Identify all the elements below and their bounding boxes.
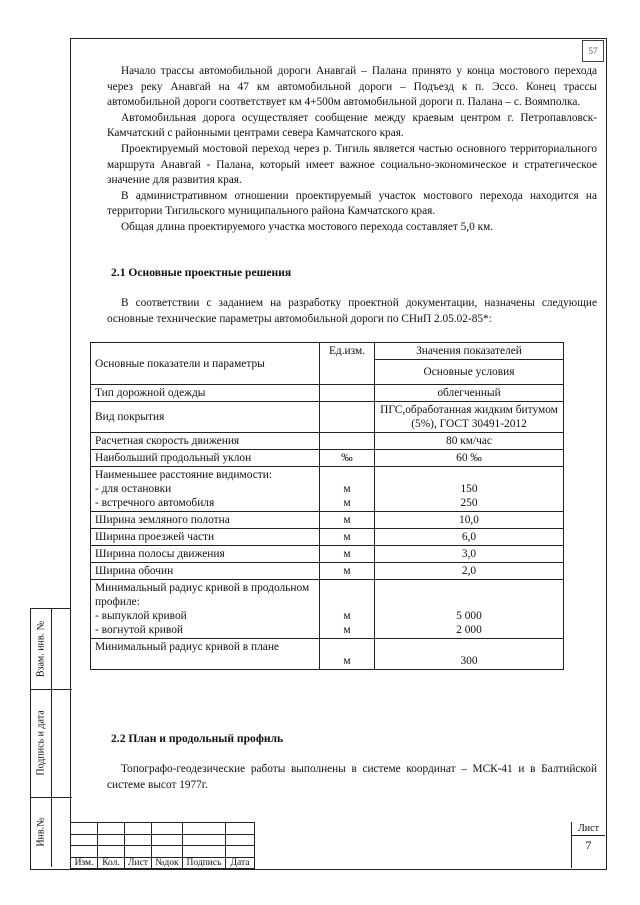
paragraph: Общая длина проектируемого участка мостового перехода составляет 5,0 км. xyxy=(121,220,494,233)
side-cell-inv: Инв.№ xyxy=(35,817,47,847)
table-row: Наибольший продольный уклон ‰ 60 ‰ xyxy=(91,450,564,467)
table-row: Ширина проезжей части м 6,0 xyxy=(91,529,564,546)
title-block-grid: Изм. Кол. Лист №док Подпись Дата xyxy=(70,822,255,869)
section-heading-2-2: 2.2 План и продольный профиль xyxy=(111,732,284,745)
paragraph: Автомобильная дорога осуществляет сообщение между краевым центром г. Петропавловск-Камчатский с районными центрами севера Камчатского края. xyxy=(107,111,597,140)
paragraph: Проектируемый мостовой переход через р. Тигиль является частью основного территориального маршрута Анавгай - Палана, который имеет важное социально-экономическое и стратегическое значение для развития края. xyxy=(107,142,597,187)
table-row: Наименьшее расстояние видимости: - для остановки - встречного автомобиля м м 150 250 xyxy=(91,467,564,512)
table-header-values: Значения показателей xyxy=(375,343,564,360)
table-row: Минимальный радиус кривой в плане м 300 xyxy=(91,639,564,670)
paragraph: Топографо-геодезические работы выполнены в системе координат – МСК-41 и в Балтийской системе высот 1977г. xyxy=(107,763,597,791)
paragraph: Начало трассы автомобильной дороги Анавгай – Палана принято у конца мостового перехода через реку Анавгай на 47 км автомобильной дороги – Подъезд к п. Эссо. Конец трассы автомобильной дороги соответствует км 4+500м автомобильной дороги п. Палана – с. Воямполка. xyxy=(107,65,597,109)
document-body xyxy=(107,64,597,236)
sheet-number: 7 xyxy=(585,838,592,852)
corner-mark: 57 xyxy=(582,40,604,62)
table-header-values-sub: Основные условия xyxy=(375,360,564,385)
side-cell-podpis: Подпись и дата xyxy=(31,689,51,798)
section-heading-2-1: 2.1 Основные проектные решения xyxy=(111,266,292,279)
section-2-2-text xyxy=(107,762,597,793)
table-header-unit: Ед.изм. xyxy=(320,343,375,385)
table-row: Расчетная скорость движения 80 км/час xyxy=(91,433,564,450)
sheet-box xyxy=(571,822,605,868)
section-2-1-intro xyxy=(107,296,597,327)
table-row: Ширина обочин м 2,0 xyxy=(91,563,564,580)
sheet-label: Лист xyxy=(572,822,605,836)
side-cell-vzam: Взам. инв. № xyxy=(31,609,51,690)
table-header-param: Основные показатели и параметры xyxy=(91,343,320,385)
title-block xyxy=(62,822,605,868)
paragraph: В административном отношении проектируемый участок мостового перехода находится на территории Тигильского муниципального района Камчатского края. xyxy=(107,189,597,218)
table-row: Тип дорожной одежды облегченный xyxy=(91,385,564,402)
table-row: Ширина полосы движения м 3,0 xyxy=(91,546,564,563)
parameters-table xyxy=(90,342,564,670)
table-row: Вид покрытия ПГС,обработанная жидким битумом (5%), ГОСТ 30491-2012 xyxy=(91,402,564,433)
paragraph: В соответствии с заданием на разработку проектной документации, назначены следующие основные технические параметры автомобильной дороги по СНиП 2.05.02-85*: xyxy=(107,297,597,325)
table-row: Ширина земляного полотна м 10,0 xyxy=(91,512,564,529)
table-row: Минимальный радиус кривой в продольном профиле: - выпуклой кривой - вогнутой кривой м м 5 000 2 000 xyxy=(91,580,564,639)
